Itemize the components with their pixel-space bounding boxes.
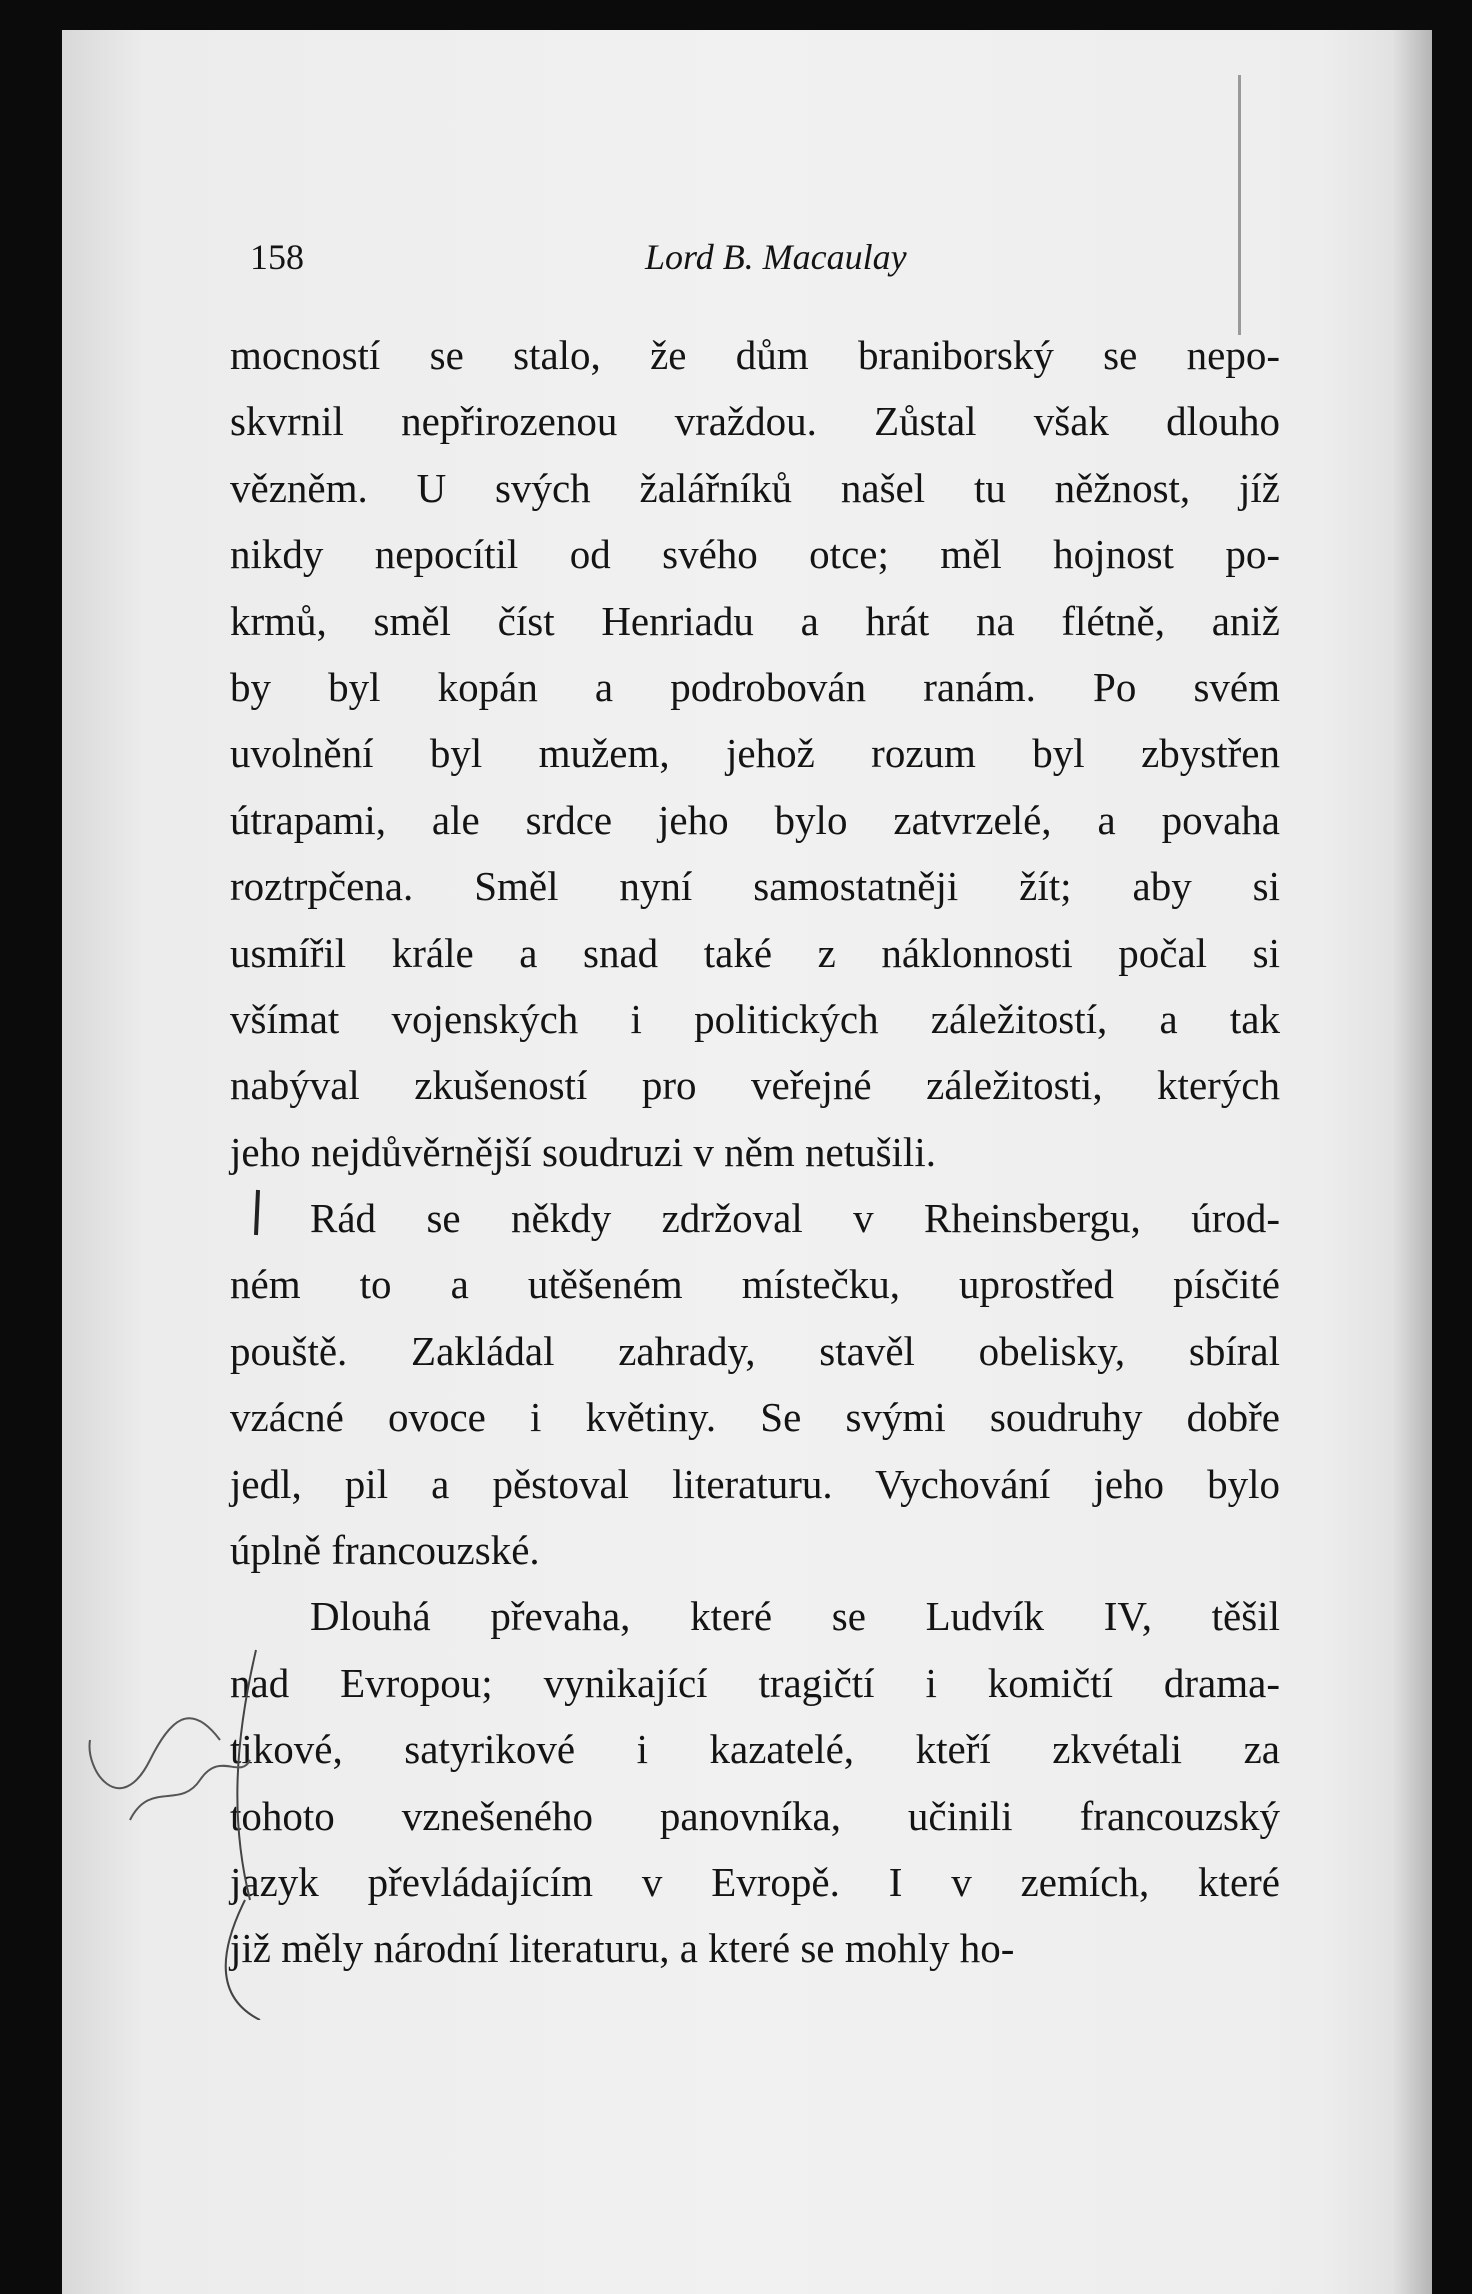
text-line: skvrnil nepřirozenou vraždou. Zůstal však dlouho [230,398,1280,445]
paragraph-1 [230,322,1280,1185]
page-number: 158 [250,237,304,277]
text-line: tohoto vznešeného panovníka, učinili francouzský [230,1792,1280,1839]
text-line: vzácné ovoce i květiny. Se svými soudruhy dobře [230,1394,1280,1441]
text-line: nad Evropou; vynikající tragičtí i komičtí drama- [230,1659,1280,1706]
running-head [250,236,1010,286]
paragraph-3 [230,1583,1280,1981]
text-line: nabýval zkušeností pro veřejné záležitosti, kterých [230,1062,1280,1109]
text-line: Rád se někdy zdržoval v Rheinsbergu, úrod- [310,1195,1280,1242]
running-head-title: Lord B. Macaulay [645,237,907,277]
text-line: mocností se stalo, že dům braniborský se nepo- [230,332,1280,378]
paragraph-2 [230,1185,1280,1583]
text-line: roztrpčena. Směl nyní samostatněji žít; aby si [230,863,1280,910]
text-line: již měly národní literaturu, a které se mohly ho- [230,1925,1015,1972]
text-line: jazyk převládajícím v Evropě. I v zemích, které [230,1858,1280,1905]
body-text [230,322,1280,1982]
text-line: uvolnění byl mužem, jehož rozum byl zbystřen [230,730,1280,777]
text-line: krmů, směl číst Henriadu a hrát na flétně, aniž [230,597,1280,644]
text-line: by byl kopán a podrobován ranám. Po svém [230,663,1280,710]
text-line: úplně francouzské. [230,1527,540,1574]
text-line: všímat vojenských i politických záležitostí, a tak [230,995,1280,1042]
text-line: jeho nejdůvěrnější soudruzi v něm netušili. [230,1128,936,1175]
text-line: nikdy nepocítil od svého otce; měl hojnost po- [230,531,1280,578]
text-line: vězněm. U svých žalářníků našel tu něžnost, jíž [230,464,1280,511]
text-line: útrapami, ale srdce jeho bylo zatvrzelé, a povaha [230,796,1280,843]
page-edge-shadow [1392,30,1432,2294]
pencil-margin-marks [60,1180,270,2020]
text-line: Dlouhá převaha, které se Ludvík IV, těšil [310,1593,1280,1640]
text-line: tikové, satyrikové i kazatelé, kteří zkvétali za [230,1726,1280,1773]
text-line: ném to a utěšeném místečku, uprostřed písčité [230,1261,1280,1308]
text-line: jedl, pil a pěstoval literaturu. Vychování jeho bylo [230,1460,1280,1507]
text-line: usmířil krále a snad také z náklonnosti počal si [230,929,1280,976]
page-fold-line [1238,75,1241,335]
text-line: pouště. Zakládal zahrady, stavěl obelisky, sbíral [230,1327,1280,1374]
